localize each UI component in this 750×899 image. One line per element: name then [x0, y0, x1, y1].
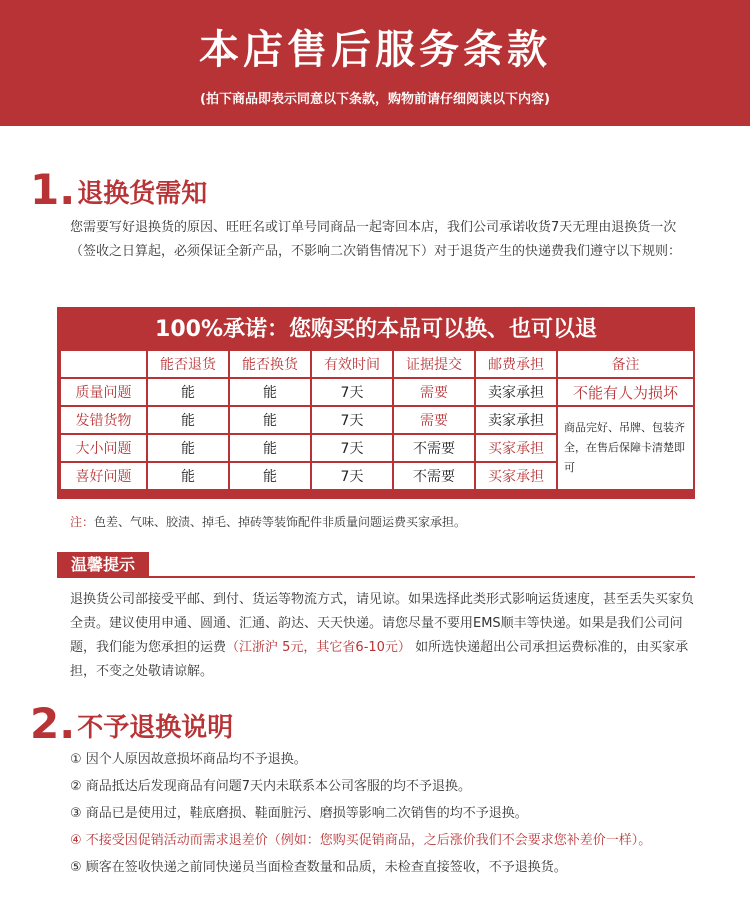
page-title: 本店售后服务条款 — [199, 27, 551, 73]
table-cell: 能 — [147, 406, 229, 434]
policy-table — [59, 349, 695, 491]
table-cell: 能 — [229, 462, 311, 490]
section-2-title: 不予退换说明 — [77, 713, 234, 743]
tips-badge: 温馨提示 — [57, 552, 149, 578]
table-cell: 需要 — [393, 406, 475, 434]
header-cell: 能否退货 — [147, 350, 229, 378]
issue-cell: 喜好问题 — [60, 462, 147, 490]
header-cell — [60, 350, 147, 378]
table-cell: 能 — [229, 378, 311, 406]
tips-text-after: 如所选快递超出公司承担运费标准的，由买家承担，不变之处敬请谅解。 — [70, 640, 689, 679]
issue-cell: 发错货物 — [60, 406, 147, 434]
tips-text — [70, 588, 700, 684]
header-cell: 能否换货 — [229, 350, 311, 378]
table-footnote — [70, 513, 466, 530]
table-cell: 能 — [147, 378, 229, 406]
list-item: ④ 不接受因促销活动而需求退差价（例如：您购买促销商品，之后涨价我们不会要求您补差价一样）。 — [70, 833, 652, 848]
table-cell: 7天 — [311, 462, 393, 490]
header-cell: 备注 — [557, 350, 694, 378]
table-cell: 7天 — [311, 434, 393, 462]
header-cell: 邮费承担 — [475, 350, 557, 378]
remark-cell: 商品完好、吊牌、包装齐全，在售后保障卡清楚即可 — [557, 406, 694, 490]
table-cell: 不需要 — [393, 462, 475, 490]
table-cell: 能 — [147, 462, 229, 490]
table-cell: 能 — [147, 434, 229, 462]
section-1-heading — [30, 166, 207, 214]
section-1-title: 退换货需知 — [77, 179, 208, 209]
table-row — [60, 378, 694, 406]
tips-text-before: 退换货公司部接受平邮、到付、货运等物流方式，请见谅。如果选择此类形式影响运货速度，甚至丢失买家负全责。建议使用申通、圆通、汇通、韵达、天天快递。请您尽量不要用EMS顺丰等快递。如果是我们公司问题，我们能为您承担的运费 — [70, 592, 695, 655]
remark-cell: 不能有人为损坏 — [557, 378, 694, 406]
issue-cell: 质量问题 — [60, 378, 147, 406]
table-cell: 卖家承担 — [475, 406, 557, 434]
table-row — [60, 406, 694, 434]
table-cell: 能 — [229, 406, 311, 434]
footnote-label: 注： — [70, 515, 95, 529]
header-cell: 有效时间 — [311, 350, 393, 378]
policy-table-box — [57, 307, 695, 499]
table-cell: 7天 — [311, 378, 393, 406]
header-cell: 证据提交 — [393, 350, 475, 378]
table-cell: 能 — [229, 434, 311, 462]
tips-shipping-highlight: （江浙沪 5元，其它省6-10元） — [226, 640, 411, 655]
footnote-text: 色差、气味、胶渍、掉毛、掉砖等装饰配件非质量问题运费买家承担。 — [94, 515, 467, 529]
table-cell: 买家承担 — [475, 462, 557, 490]
table-header-row — [60, 350, 694, 378]
issue-cell: 大小问题 — [60, 434, 147, 462]
section-1-intro: 您需要写好退换货的原因、旺旺名或订单号同商品一起寄回本店，我们公司承诺收货7天无理由退换货一次（签收之日算起，必须保证全新产品，不影响二次销售情况下）对于退货产生的快递费我们遵守以下规则： — [70, 220, 682, 259]
policy-title: 100%承诺：您购买的本品可以换、也可以退 — [155, 317, 597, 342]
section-2-heading — [30, 700, 233, 748]
list-item: ③ 商品已是使用过，鞋底磨损、鞋面脏污、磨损等影响二次销售的均不予退换。 — [70, 806, 528, 821]
table-cell: 卖家承担 — [475, 378, 557, 406]
table-cell: 买家承担 — [475, 434, 557, 462]
page-subtitle: (拍下商品即表示同意以下条款，购物前请仔细阅读以下内容) — [200, 92, 550, 107]
list-item: ⑤ 顾客在签收快递之前同快递员当面检查数量和品质，未检查直接签收，不予退换货。 — [70, 860, 567, 875]
section-2-number: 2. — [30, 699, 76, 748]
list-item: ② 商品抵达后发现商品有问题7天内未联系本公司客服的均不予退换。 — [70, 779, 472, 794]
tips-divider — [149, 576, 695, 578]
header-banner — [0, 0, 750, 126]
table-cell: 不需要 — [393, 434, 475, 462]
table-cell: 7天 — [311, 406, 393, 434]
section-1-number: 1. — [30, 165, 76, 214]
table-cell: 需要 — [393, 378, 475, 406]
list-item: ① 因个人原因故意损坏商品均不予退换。 — [70, 752, 307, 767]
no-return-list — [70, 748, 720, 883]
